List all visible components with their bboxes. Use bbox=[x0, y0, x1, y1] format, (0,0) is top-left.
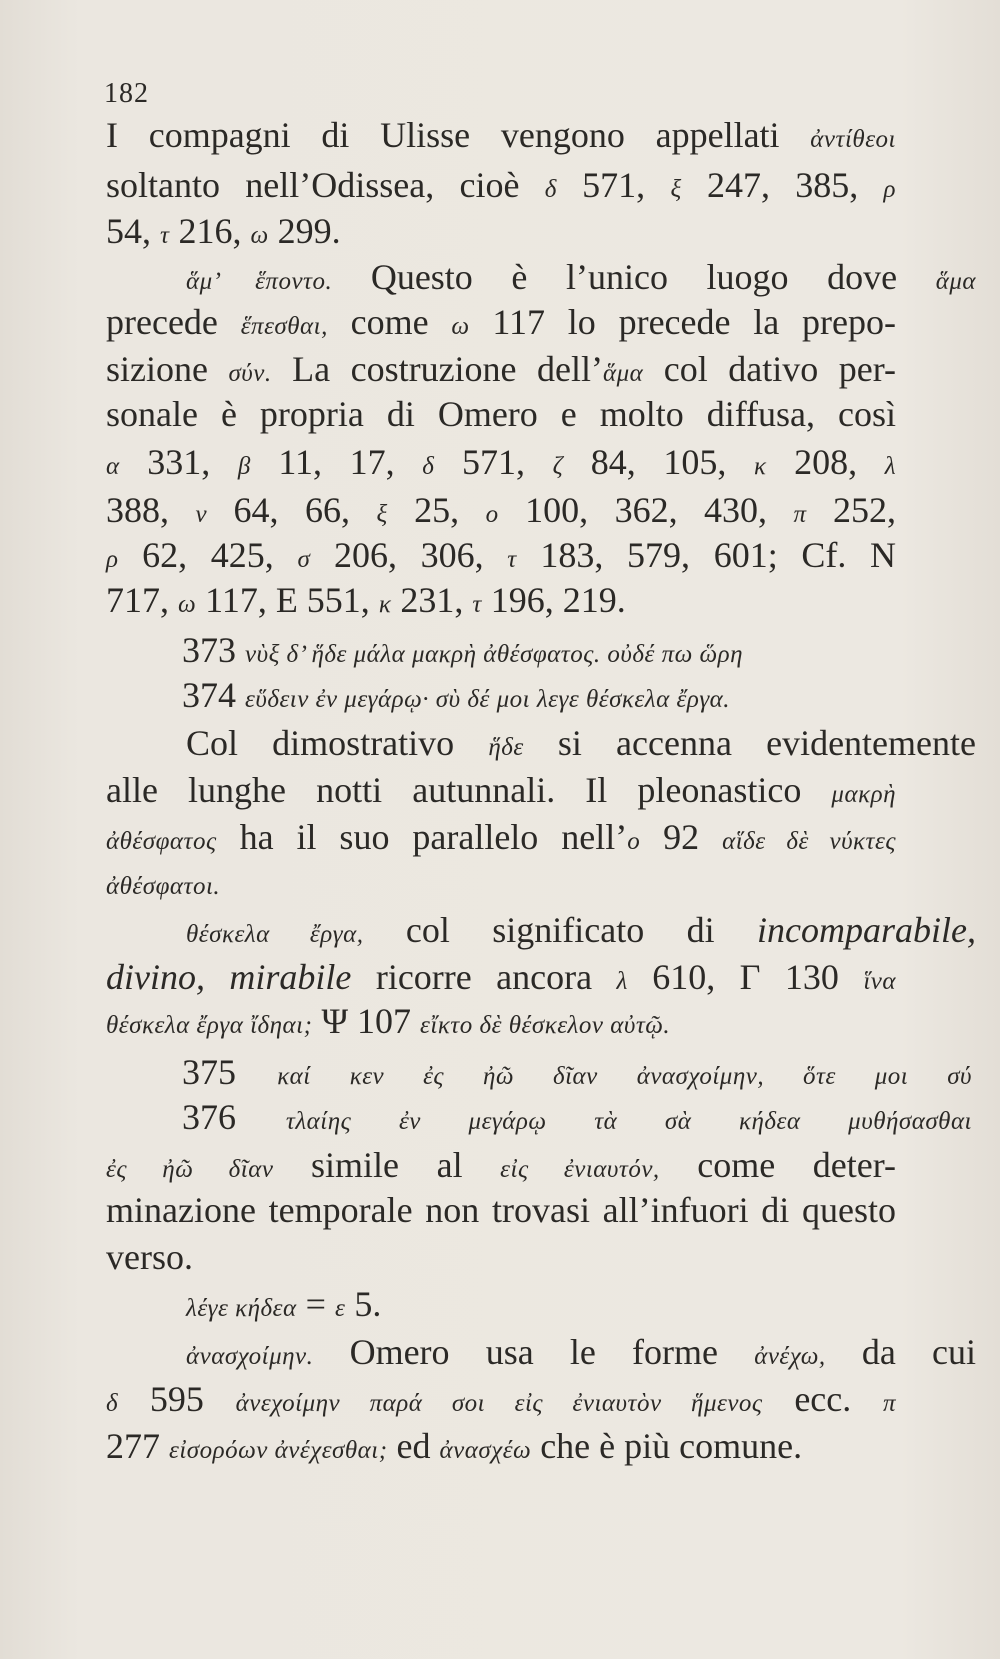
greek-text: τ bbox=[507, 546, 517, 573]
greek-text: τλαίης ἐν μεγάρῳ τὰ σὰ κήδεα μυθήσασθαι bbox=[285, 1108, 973, 1135]
text-line bbox=[106, 625, 972, 675]
text-run: 571, bbox=[434, 442, 553, 482]
greek-text: ξ bbox=[376, 501, 388, 528]
text-line bbox=[106, 1185, 896, 1235]
text-line bbox=[106, 485, 896, 535]
text-run: si accenna evidentemente bbox=[523, 723, 976, 763]
text-line bbox=[106, 575, 896, 625]
greek-text: ἀντίθεοι bbox=[810, 126, 896, 153]
text-run: 84, 105, bbox=[563, 442, 754, 482]
greek-text: κ bbox=[378, 591, 392, 618]
text-run: 717, bbox=[106, 580, 178, 620]
text-run: 196, 219. bbox=[481, 580, 626, 620]
text-run: precede bbox=[106, 302, 241, 342]
text-run: da cui bbox=[825, 1332, 976, 1372]
greek-text: ἕπεσθαι, bbox=[240, 313, 328, 340]
text-line bbox=[106, 160, 896, 210]
text-run: 610, Γ 130 bbox=[627, 957, 864, 997]
greek-text: ἐς ἠῶ δῖαν bbox=[106, 1156, 274, 1183]
greek-text: ω bbox=[451, 313, 470, 340]
text-run: come deter- bbox=[659, 1145, 896, 1185]
text-line bbox=[106, 812, 896, 862]
greek-text: ἀθέσφατοι. bbox=[106, 873, 221, 900]
text-line bbox=[106, 996, 896, 1046]
text-run: incomparabile, bbox=[757, 910, 976, 950]
greek-text: ο bbox=[627, 828, 641, 855]
greek-text: καί κεν ἐς ἠῶ δῖαν ἀνασχοίμην, ὅτε μοι σύ bbox=[277, 1063, 972, 1090]
text-run: 216, bbox=[169, 211, 251, 251]
text-line bbox=[106, 389, 896, 439]
text-run: 373 bbox=[182, 630, 245, 670]
text-run: Col dimostrativo bbox=[186, 723, 489, 763]
greek-text: κ bbox=[754, 453, 767, 480]
greek-text: σ bbox=[297, 546, 311, 573]
text-run: 231, bbox=[391, 580, 473, 620]
text-run: che è più comune. bbox=[531, 1426, 803, 1466]
greek-text: ἀνεχοίμην παρά σοι εἰς ἐνιαυτὸν ἥμενος bbox=[235, 1390, 763, 1417]
greek-text: ω bbox=[178, 591, 197, 618]
text-run: 206, 306, bbox=[310, 535, 508, 575]
greek-text: μακρὴ bbox=[831, 781, 896, 808]
text-line bbox=[106, 1421, 896, 1471]
text-line bbox=[106, 765, 896, 815]
text-run: 100, 362, 430, bbox=[498, 490, 794, 530]
greek-text: ἅμα bbox=[935, 268, 976, 295]
text-line bbox=[106, 1232, 896, 1282]
text-run: La costruzione dell’ bbox=[271, 349, 603, 389]
text-run: col dativo per- bbox=[643, 349, 896, 389]
text-line bbox=[106, 1047, 972, 1097]
greek-text: ἵνα bbox=[863, 968, 896, 995]
greek-text: ἀνασχοίμην. bbox=[186, 1343, 314, 1370]
greek-text: π bbox=[793, 501, 807, 528]
text-line bbox=[106, 1279, 976, 1329]
text-run: I compagni di Ulisse vengono appellati bbox=[106, 115, 811, 155]
greek-text: θέσκελα ἔργα, bbox=[186, 921, 364, 948]
text-run: ha il suo parallelo nell’ bbox=[216, 817, 628, 857]
greek-text: π bbox=[882, 1390, 897, 1417]
text-run: sonale è propria di Omero e molto diffusa, così bbox=[106, 394, 896, 434]
greek-text: ἥδε bbox=[488, 734, 524, 761]
greek-text: λ bbox=[884, 453, 897, 480]
text-run: Ψ 107 bbox=[312, 1001, 421, 1041]
text-run: 376 bbox=[182, 1097, 286, 1137]
greek-text: σύν. bbox=[228, 360, 272, 387]
text-run: 54, bbox=[106, 211, 160, 251]
text-line bbox=[106, 252, 976, 302]
greek-text: ἅμ’ ἕποντο. bbox=[186, 268, 333, 295]
text-line bbox=[106, 718, 976, 768]
text-run: 388, bbox=[106, 490, 196, 530]
text-run: ed bbox=[387, 1426, 440, 1466]
greek-text: ρ bbox=[106, 546, 119, 573]
text-line bbox=[106, 905, 976, 955]
greek-text: δ bbox=[422, 453, 435, 480]
greek-text: δ bbox=[544, 176, 557, 203]
greek-text: α bbox=[106, 453, 120, 480]
text-line bbox=[106, 206, 896, 256]
text-run: alle lunghe notti autunnali. Il pleonastico bbox=[106, 770, 832, 810]
text-run: 375 bbox=[182, 1052, 278, 1092]
text-line bbox=[106, 110, 896, 160]
text-run: = bbox=[296, 1284, 335, 1324]
greek-text: ρ bbox=[883, 176, 896, 203]
text-run: soltanto nell’Odissea, cioè bbox=[106, 165, 545, 205]
text-line bbox=[106, 857, 896, 907]
text-run: Questo è l’unico luogo dove bbox=[332, 257, 936, 297]
text-run: divino, mirabile bbox=[106, 957, 352, 997]
greek-text: ἀθέσφατος bbox=[106, 828, 217, 855]
text-run: 299. bbox=[268, 211, 341, 251]
text-line bbox=[106, 1092, 972, 1142]
text-run: 62, 425, bbox=[118, 535, 298, 575]
text-run: 595 bbox=[118, 1379, 236, 1419]
text-run: 117 lo precede la prepo- bbox=[469, 302, 897, 342]
greek-text: ο bbox=[485, 501, 499, 528]
greek-text: ξ bbox=[670, 176, 682, 203]
greek-text: ε bbox=[334, 1295, 346, 1322]
page-number: 182 bbox=[104, 78, 149, 109]
text-line bbox=[106, 344, 896, 394]
text-run: 277 bbox=[106, 1426, 169, 1466]
text-run: 252, bbox=[806, 490, 897, 530]
text-run: 92 bbox=[640, 817, 723, 857]
text-run: 183, 579, 601; Cf. N bbox=[516, 535, 897, 575]
greek-text: νὺξ δ’ ἥδε μάλα μακρὴ ἀθέσφατος. οὐδέ πω ὥρη bbox=[245, 641, 744, 668]
greek-text: ω bbox=[250, 222, 269, 249]
text-run: 25, bbox=[387, 490, 486, 530]
greek-text: εἰσορόων ἀνέχεσθαι; bbox=[169, 1437, 388, 1464]
greek-text: ἀνέχω, bbox=[754, 1343, 826, 1370]
text-run: 571, bbox=[556, 165, 671, 205]
text-run: 5. bbox=[345, 1284, 382, 1324]
greek-text: τ bbox=[160, 222, 170, 249]
greek-text: ἀνασχέω bbox=[439, 1437, 532, 1464]
text-run: verso. bbox=[106, 1237, 193, 1277]
greek-text: ἅμα bbox=[603, 360, 644, 387]
greek-text: εἴκτο δὲ θέσκελον αὐτῷ. bbox=[420, 1012, 671, 1039]
text-run: 331, bbox=[119, 442, 238, 482]
text-run: 117, E 551, bbox=[196, 580, 379, 620]
text-run: come bbox=[327, 302, 452, 342]
text-run: 247, 385, bbox=[681, 165, 884, 205]
greek-text: ν bbox=[195, 501, 208, 528]
text-line bbox=[106, 1327, 976, 1377]
greek-text: εὕδειν ἐν μεγάρῳ· σὺ δέ μοι λεγε θέσκελα ἔργα. bbox=[245, 686, 731, 713]
text-line bbox=[106, 437, 896, 487]
text-run: simile al bbox=[273, 1145, 501, 1185]
text-line bbox=[106, 530, 896, 580]
greek-text: αἵδε δὲ νύκτες bbox=[722, 828, 896, 855]
greek-text: εἰς ἐνιαυτόν, bbox=[500, 1156, 660, 1183]
greek-text: θέσκελα ἔργα ἴδηαι; bbox=[106, 1012, 313, 1039]
greek-text: β bbox=[237, 453, 251, 480]
greek-text: λέγε κήδεα bbox=[186, 1295, 297, 1322]
text-line bbox=[106, 297, 896, 347]
greek-text: λ bbox=[616, 968, 628, 995]
text-run: minazione temporale non trovasi all’infuori di questo bbox=[106, 1190, 896, 1230]
text-line bbox=[106, 1140, 896, 1190]
text-run: ecc. bbox=[762, 1379, 883, 1419]
text-run: 374 bbox=[182, 675, 245, 715]
text-run: 64, 66, bbox=[207, 490, 377, 530]
greek-text: τ bbox=[472, 591, 482, 618]
text-line bbox=[106, 1374, 896, 1424]
greek-text: δ bbox=[106, 1390, 119, 1417]
text-run: ricorre ancora bbox=[351, 957, 617, 997]
text-run: Omero usa le forme bbox=[313, 1332, 755, 1372]
text-line bbox=[106, 952, 896, 1002]
text-line bbox=[106, 670, 972, 720]
text-run: col significato di bbox=[363, 910, 758, 950]
greek-text: ζ bbox=[552, 453, 564, 480]
text-run: sizione bbox=[106, 349, 229, 389]
text-run: 11, 17, bbox=[250, 442, 423, 482]
text-run: 208, bbox=[766, 442, 885, 482]
